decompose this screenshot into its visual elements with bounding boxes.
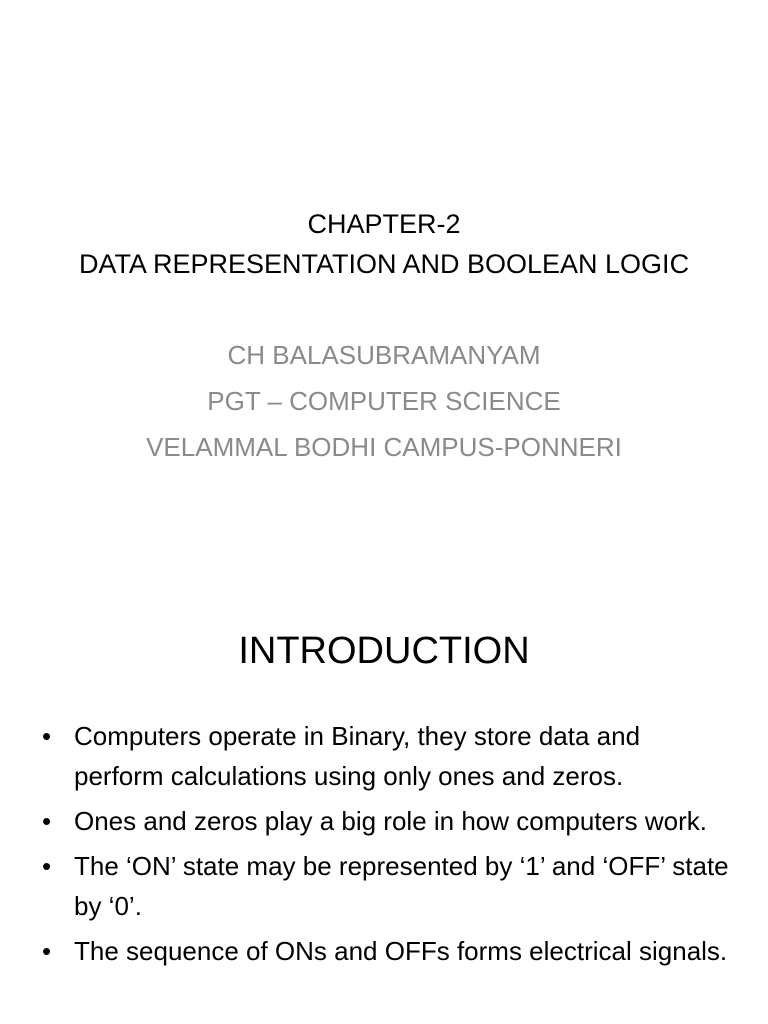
introduction-slide (0, 576, 768, 1024)
bullet-text: The ‘ON’ state may be represented by ‘1’ and ‘OFF’ state by ‘0’. (74, 851, 729, 921)
bullet-text: Computers operate in Binary, they store data and perform calculations using only ones and zeros. (74, 721, 641, 791)
bullet-text: Ones and zeros play a big role in how computers work. (74, 806, 707, 836)
bullet-icon: • (42, 806, 52, 836)
bullet-item (42, 931, 732, 971)
slide-heading: INTRODUCTION (238, 630, 530, 672)
bullet-item (42, 716, 732, 796)
bullet-text: The sequence of ONs and OFFs forms electrical signals. (74, 936, 728, 966)
bullet-icon: • (42, 721, 52, 751)
bullet-list (42, 716, 732, 976)
author-designation: PGT – COMPUTER SCIENCE (207, 386, 561, 416)
author-institution: VELAMMAL BODHI CAMPUS-PONNERI (146, 432, 622, 462)
bullet-item (42, 801, 732, 841)
slide-subtitle (0, 332, 768, 470)
title-line-topic: DATA REPRESENTATION AND BOOLEAN LOGIC (78, 249, 690, 279)
author-name: CH BALASUBRAMANYAM (227, 340, 541, 370)
bullet-item (42, 846, 732, 926)
bullet-icon: • (42, 936, 52, 966)
bullet-icon: • (42, 851, 52, 881)
title-line-chapter: CHAPTER-2 (307, 209, 461, 239)
slide-title (0, 204, 768, 284)
